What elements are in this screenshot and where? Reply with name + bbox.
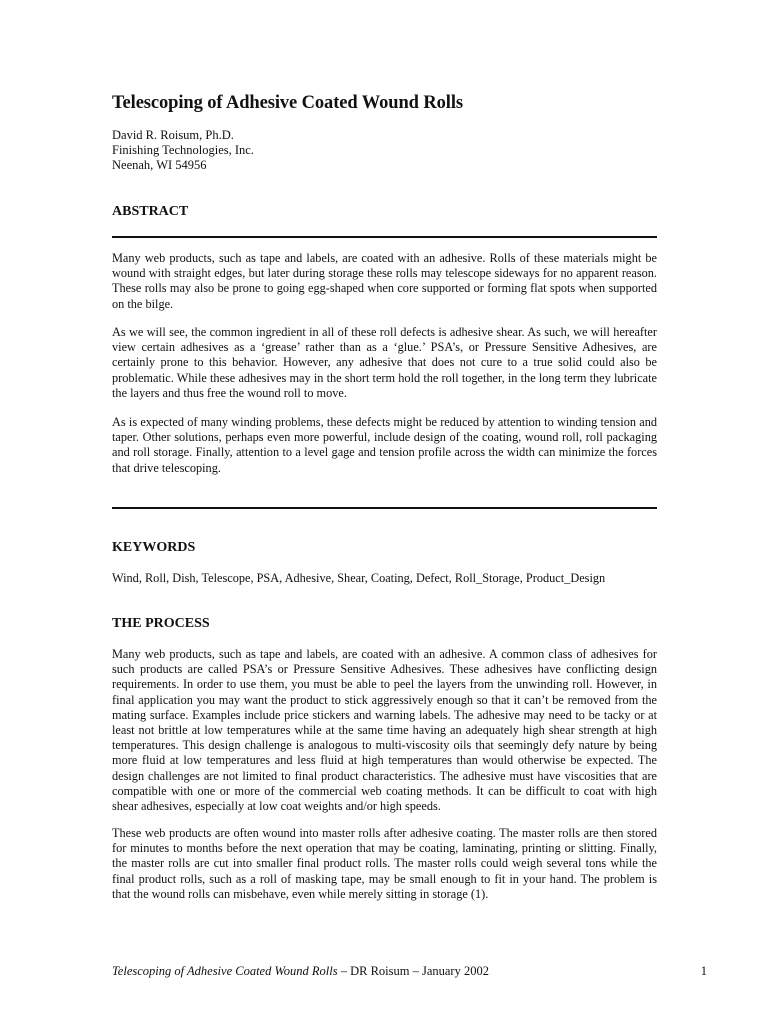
abstract-heading: ABSTRACT — [112, 204, 189, 219]
page-footer — [112, 964, 707, 979]
author-block — [112, 128, 254, 173]
footer-byline: – DR Roisum – January 2002 — [337, 964, 489, 978]
keywords-text: Wind, Roll, Dish, Telescope, PSA, Adhesive, Shear, Coating, Defect, Roll_Storage, Product_Design — [112, 571, 606, 585]
footer-doc-title: Telescoping of Adhesive Coated Wound Rolls — [112, 964, 338, 978]
process-paragraph-1: Many web products, such as tape and labels, are coated with an adhesive. A common class of adhesives for such products are called PSA’s or Pressure Sensitive Adhesives. These adhesives have conflicting design requirements. In order to use them, you must be able to peel the layers from the unwinding roll. However, in final application you may want the product to stick aggressively enough so that it can’t be removed from the mating surface. Examples include price stickers and warning labels. The adhesive may need to be tacky or at least not brittle at low temperatures while at the same time having an adequately high shear strength at high temperatures. This design challenge is analogous to multi-viscosity oils that seemingly defy nature by being more fluid at low temperatures and less fluid at high temperatures than would otherwise be expected. The design challenges are not limited to final product characteristics. The adhesive must have viscosities that are compatible with one or more of the commercial web coating methods. It can be difficult to coat with high shear adhesives, especially at low coat weights and/or high speeds. — [112, 647, 657, 814]
page-number: 1 — [700, 964, 707, 978]
abstract-top-rule — [112, 236, 657, 238]
abstract-bottom-rule — [112, 507, 657, 509]
abstract-paragraph-1: Many web products, such as tape and labels, are coated with an adhesive. Rolls of these materials might be wound with straight edges, but later during storage these rolls may telescope sideways for no apparent reason. These rolls may also be prone to going egg-shaped when core supported or forming flat spots when supported on the bilge. — [112, 251, 657, 311]
process-paragraph-2: These web products are often wound into master rolls after adhesive coating. The master rolls are then stored for minutes to months before the next operation that may be coating, laminating, printing or slitting. Finally, the master rolls are cut into smaller final product rolls. The master rolls could weigh several tons while the final product rolls, such as a roll of masking tape, may be small enough to fit in your hand. The problem is that the wound rolls can misbehave, even while merely sitting in storage (1). — [112, 826, 657, 901]
keywords-heading: KEYWORDS — [112, 540, 196, 555]
abstract-paragraph-2: As we will see, the common ingredient in all of these roll defects is adhesive shear. As such, we will hereafter view certain adhesives as a ‘grease’ rather than as a ‘glue.’ PSA’s, or Pressure Sensitive Adhesives, are certainly prone to this behavior. However, any adhesive that does not cure to a true solid could also be problematic. While these adhesives may in the short term hold the roll together, in the long term they lubricate the layers and thus free the wound roll to move. — [112, 325, 657, 400]
abstract-paragraph-3: As is expected of many winding problems, these defects might be reduced by attention to winding tension and taper. Other solutions, perhaps even more powerful, include design of the coating, wound roll, roll packaging and roll storage. Finally, attention to a level gage and tension profile across the width can minimize the forces that drive telescoping. — [112, 415, 657, 475]
author-location: Neenah, WI 54956 — [112, 158, 207, 172]
author-organization: Finishing Technologies, Inc. — [112, 143, 254, 157]
process-heading: THE PROCESS — [112, 616, 210, 631]
paper-title: Telescoping of Adhesive Coated Wound Rolls — [112, 93, 463, 113]
author-name: David R. Roisum, Ph.D. — [112, 128, 234, 142]
